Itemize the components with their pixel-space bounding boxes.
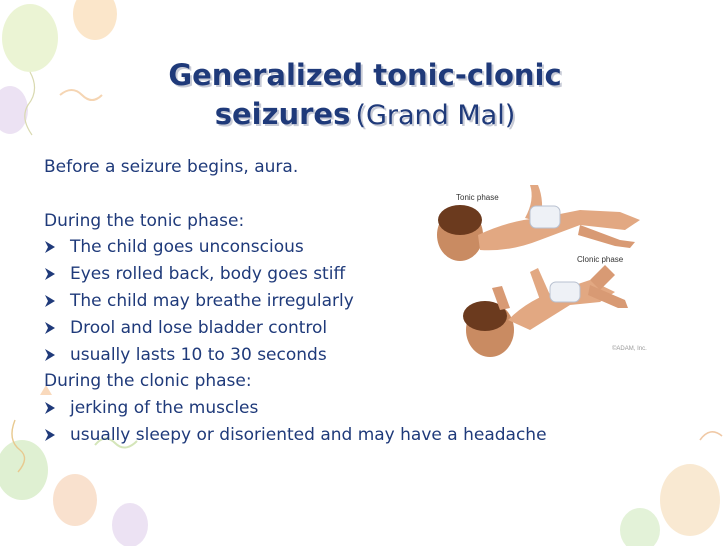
line-text: Drool and lose bladder control	[70, 317, 328, 338]
tonic-phase-label: Tonic phase	[456, 193, 499, 202]
title-bold: Generalized tonic-clonic	[168, 58, 562, 92]
body-line	[44, 368, 684, 395]
line-text: jerking of the muscles	[70, 398, 259, 419]
line-text: During the tonic phase:	[44, 210, 245, 231]
clonic-phase-label: Clonic phase	[577, 255, 624, 264]
bullet-item	[44, 422, 684, 449]
line-text: Before a seizure begins, aura.	[44, 157, 299, 177]
body-line	[44, 154, 684, 181]
line-text: usually sleepy or disoriented and may have a headache	[70, 424, 547, 445]
image-credit: ©ADAM, Inc.	[612, 346, 647, 352]
slide-title	[110, 58, 620, 136]
balloons-bottom-right	[620, 432, 722, 546]
line-text: The child may breathe irregularly	[70, 290, 354, 311]
arrow-bullet-icon	[44, 315, 70, 342]
line-text: The child goes unconscious	[70, 237, 304, 258]
arrow-bullet-icon	[44, 288, 70, 315]
title-bold-2: seizures	[214, 97, 351, 131]
arrow-bullet-icon	[44, 422, 70, 449]
arrow-bullet-icon	[44, 234, 70, 261]
clonic-phase-child	[463, 265, 628, 357]
balloons-top-left	[0, 0, 117, 135]
line-text: Eyes rolled back, body goes stiff	[70, 264, 346, 285]
seizure-illustration	[430, 180, 655, 362]
seizure-figure-image	[430, 180, 655, 362]
arrow-bullet-icon	[44, 342, 70, 369]
arrow-bullet-icon	[44, 261, 70, 288]
line-text: During the clonic phase:	[44, 371, 252, 392]
bullet-item	[44, 395, 684, 422]
title-subtitle: (Grand Mal)	[355, 100, 516, 131]
arrow-bullet-icon	[44, 395, 70, 422]
line-text: usually lasts 10 to 30 seconds	[70, 344, 327, 365]
